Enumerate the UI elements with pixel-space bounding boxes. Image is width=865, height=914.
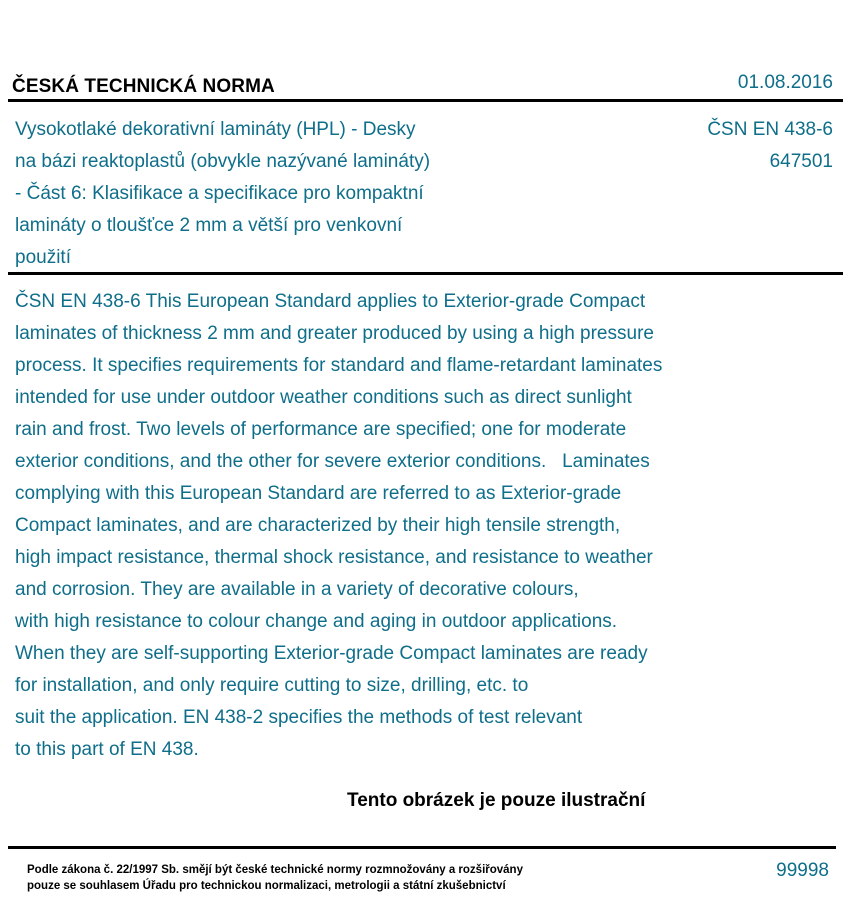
abstract-line: for installation, and only require cutting to size, drilling, etc. to	[15, 675, 529, 696]
bottom-divider	[8, 846, 836, 849]
abstract-line: Compact laminates, and are characterized by their high tensile strength,	[15, 515, 621, 536]
legal-notice-line: pouze se souhlasem Úřadu pro technickou normalizaci, metrologii a státní zkušebnictví	[27, 880, 506, 892]
standard-title-line: na bázi reaktoplastů (obvykle nazývané lamináty)	[15, 151, 431, 172]
abstract-line: intended for use under outdoor weather conditions such as direct sunlight	[15, 387, 632, 408]
standard-title	[15, 114, 515, 274]
document-header-title: ČESKÁ TECHNICKÁ NORMA	[12, 76, 275, 97]
legal-notice	[27, 862, 523, 894]
abstract-line: When they are self-supporting Exterior-grade Compact laminates are ready	[15, 643, 648, 664]
abstract-line: complying with this European Standard are referred to as Exterior-grade	[15, 483, 622, 504]
standard-title-line: Vysokotlaké dekorativní lamináty (HPL) - Desky	[15, 119, 416, 140]
abstract-line: suit the application. EN 438-2 specifies the methods of test relevant	[15, 707, 583, 728]
standard-identifiers	[707, 114, 833, 178]
abstract-line: to this part of EN 438.	[15, 739, 199, 760]
classification-number: 647501	[769, 151, 833, 172]
standard-title-line: - Část 6: Klasifikace a specifikace pro kompaktní	[15, 183, 424, 204]
publication-date: 01.08.2016	[737, 72, 833, 93]
middle-divider	[8, 272, 843, 275]
abstract-line: with high resistance to colour change and aging in outdoor applications.	[15, 611, 618, 632]
abstract-line: ČSN EN 438-6 This European Standard applies to Exterior-grade Compact	[15, 291, 646, 312]
abstract-line: laminates of thickness 2 mm and greater produced by using a high pressure	[15, 323, 654, 344]
abstract-text	[15, 286, 835, 766]
top-divider	[8, 99, 843, 102]
legal-notice-line: Podle zákona č. 22/1997 Sb. smějí být české technické normy rozmnožovány a rozšiřovány	[27, 864, 523, 876]
standard-title-line: lamináty o tloušťce 2 mm a větší pro venkovní	[15, 215, 403, 236]
standard-title-line: použití	[15, 247, 71, 268]
catalog-number: 99998	[776, 860, 829, 881]
abstract-line: process. It specifies requirements for standard and flame-retardant laminates	[15, 355, 663, 376]
illustration-note: Tento obrázek je pouze ilustrační	[347, 790, 646, 811]
abstract-line: high impact resistance, thermal shock resistance, and resistance to weather	[15, 547, 653, 568]
abstract-line: exterior conditions, and the other for severe exterior conditions. Laminates	[15, 451, 650, 472]
standard-code: ČSN EN 438-6	[707, 119, 833, 140]
abstract-line: and corrosion. They are available in a variety of decorative colours,	[15, 579, 579, 600]
abstract-line: rain and frost. Two levels of performance are specified; one for moderate	[15, 419, 627, 440]
